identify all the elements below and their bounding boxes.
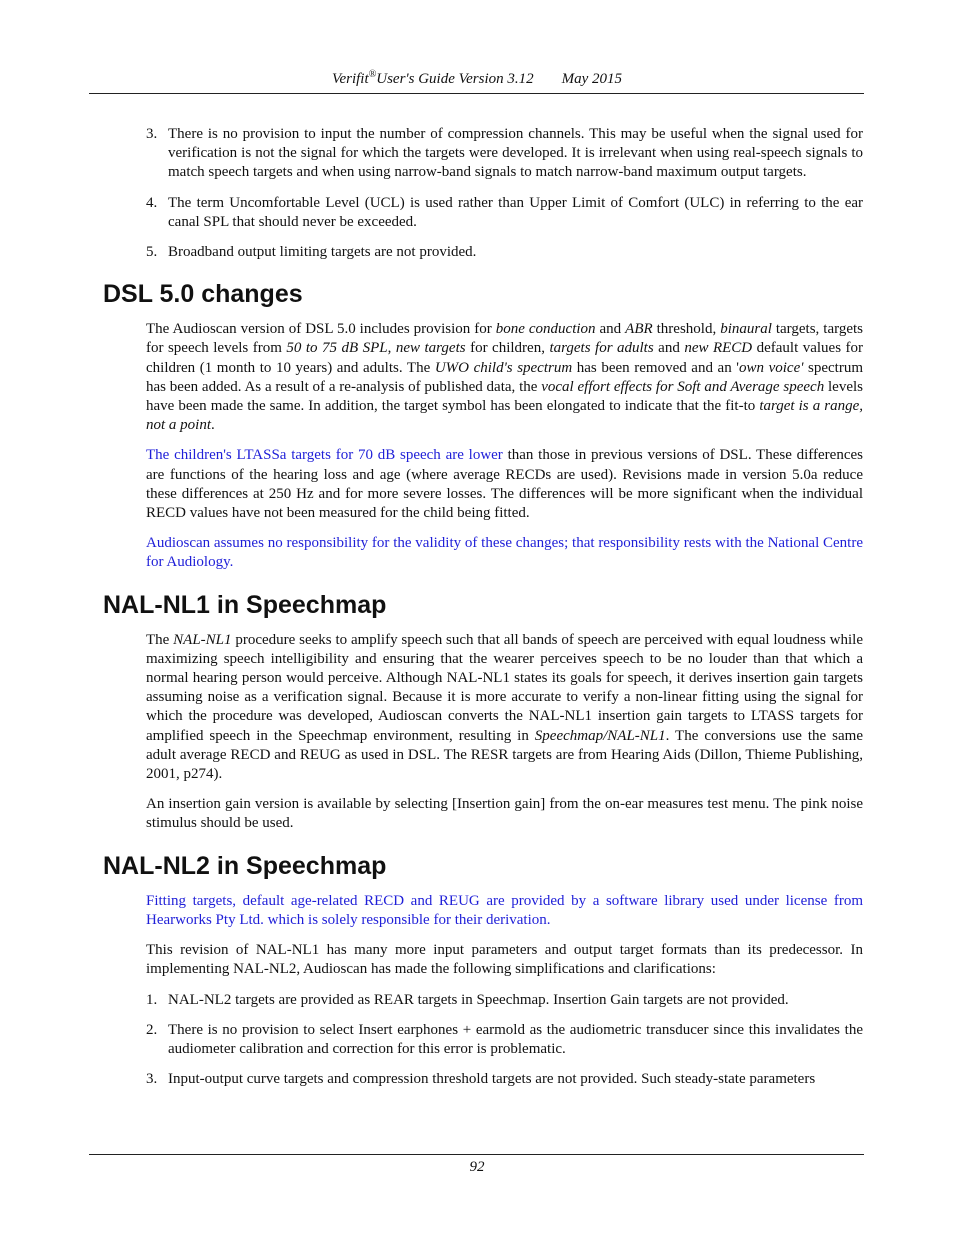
header-title: Verifit: [331, 71, 369, 87]
footer-rule: [89, 1154, 864, 1155]
list-item: 3. Input-output curve targets and compression threshold targets are not provided. Such steady-state parameters: [146, 1071, 816, 1088]
dsl-paragraph-2: The children's LTASSa targets for 70 dB speech are lower than those in previous versions of DSL. These differences are functions of the hearing loss and age (where average RECDs are used). Revisions made in version 5.0a reduce these differences at 250 Hz and for more severe losses. The differences will be more significant when the individual RECD values have not been measured for the child being fitted.: [146, 447, 863, 522]
header-date: May 2015: [561, 71, 623, 87]
section-heading-nal-nl2: NAL-NL2 in Speechmap: [103, 851, 387, 880]
nl2-list: [146, 991, 863, 1090]
dsl-paragraph-1: The Audioscan version of DSL 5.0 includes provision for bone conduction and ABR threshold, binaural targets, targets for speech levels from 50 to 75 dB SPL, new targets for children, targets for adults and new RECD default values for children (1 month to 10 years) and adults. The UWO child's spectrum has been removed and an 'own voice' spectrum has been added. As a result of a re-analysis of published data, the vocal effort effects for Soft and Average speech levels have been made the same. In addition, the target symbol has been elongated to indicate that the fit-to target is a range, not a point.: [146, 321, 864, 434]
list-item: 1. NAL-NL2 targets are provided as REAR targets in Speechmap. Insertion Gain targets are not provided.: [146, 991, 789, 1008]
page-number: 92: [469, 1159, 485, 1175]
section-heading-dsl: DSL 5.0 changes: [103, 280, 303, 309]
dsl-disclaimer: Audioscan assumes no responsibility for the validity of these changes; that responsibility rests with the National Centre for Audiology.: [146, 535, 863, 571]
nl1-paragraph-1: The NAL-NL1 procedure seeks to amplify speech such that all bands of speech are perceived with equal loudness while maximizing speech intelligibility and ensuring that the wearer perceives speech to be no louder than that which a normal hearing person would perceive. Although NAL-NL1 states its goals for speech, it derives insertion gain targets assuming noise as a verification signal. Because it is more accurate to verify a non-linear fitting using the signal for which the procedure was developed, Audioscan converts the NAL-NL1 insertion gain targets to LTASS targets for amplified speech in the Speechmap environment, resulting in Speechmap/NAL-NL1. The conversions use the same adult average RECD and REUG as used in DSL. The RESR targets are from Hearing Aids (Dillon, Thieme Publishing, 2001, p274).: [146, 631, 863, 783]
header-title-suffix: User's Guide Version 3.12: [376, 71, 534, 87]
list-continued: [146, 125, 863, 262]
header-rule: [89, 93, 864, 94]
list-item: 5. Broadband output limiting targets are not provided.: [146, 244, 477, 261]
running-header: [0, 69, 954, 88]
section-heading-nal-nl1: NAL-NL1 in Speechmap: [103, 590, 387, 619]
list-item: 3. There is no provision to input the number of compression channels. This may be useful when the signal used for verification is not the signal for which the targets were developed. It is irrelevant when using real-speech signals to match speech targets and when using narrow-band signals to match narrow-band maximum output targets.: [146, 126, 863, 181]
list-item: 2. There is no provision to select Insert earphones + earmold as the audiometric transducer since this invalidates the audiometer calibration and correction for this error is problematic.: [146, 1021, 863, 1057]
nl2-paragraph-2: This revision of NAL-NL1 has many more input parameters and output target formats than its predecessor. In implementing NAL-NL2, Audioscan has made the following simplifications and clarifications:: [146, 942, 863, 978]
registered-mark: ®: [368, 69, 377, 80]
nl2-license-note: Fitting targets, default age-related RECD and REUG are provided by a software library used under license from Hearworks Pty Ltd. which is solely responsible for their derivation.: [146, 892, 863, 928]
highlight-text: The children's LTASSa targets for 70 dB speech are lower: [146, 447, 503, 464]
page-content: [103, 125, 864, 1100]
list-item: 4. The term Uncomfortable Level (UCL) is used rather than Upper Limit of Comfort (ULC) in referring to the ear canal SPL that should never be exceeded.: [146, 194, 863, 230]
nl1-paragraph-2: An insertion gain version is available by selecting [Insertion gain] from the on-ear measures test menu. The pink noise stimulus should be used.: [146, 796, 863, 832]
